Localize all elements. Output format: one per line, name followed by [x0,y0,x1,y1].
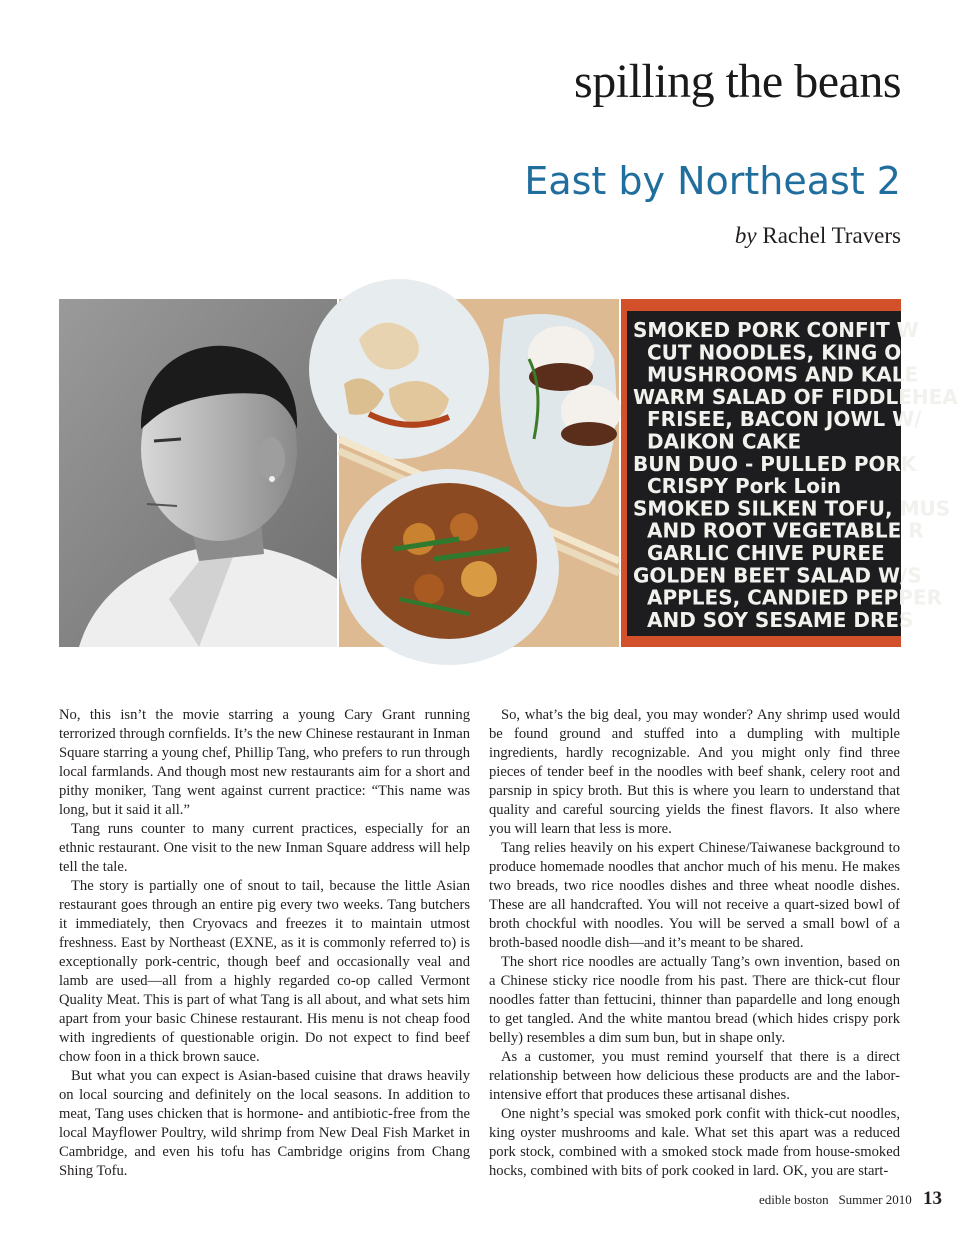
article-paragraph: The story is partially one of snout to tail, because the little Asian restaurant goes through an entire pig every two weeks. Tang butchers it immediately, then Cryovacs and freezes it to maintain utmost freshness. East by Northeast (EXNE, as it is commonly referred to) is exceptionally pork-centric, though beef and occasionally veal and lamb are used—all from a highly regarded co-op called Vermont Quality Meat. This is part of what Tang is all about, and what sets him apart from your basic Chinese restaurant. His menu is not cheap food with ingredients of questionable origin. Do not expect to find beef chow foon in a thick brown sauce. [59,878,470,1065]
headline: East by Northeast 2 [524,159,901,203]
byline-prefix: by [734,223,757,248]
article-paragraph: Tang relies heavily on his expert Chinese/Taiwanese background to produce homemade noodles that anchor much of his menu. He makes two breads, two rice noodles dishes and three wheat noodle dishes. These are all handcrafted. You will not receive a quart-sized bowl of broth chockful with noodles. You will be served a small bowl of a broth-based noodle dish—and it’s meant to be shared. [489,840,900,951]
article-paragraph: So, what’s the big deal, you may wonder? Any shrimp used would be found ground and stuffed into a dumpling with multiple ingredients, hardly recognizable. And you might only find three pieces of tender beef in the noodles with beef shank, celery root and parsnip in spicy broth. But this is where you learn to understand that quality and careful sourcing yields the finest flavors. It also where you will learn that less is more. [489,707,900,837]
article-paragraph: Tang runs counter to many current practices, especially for an ethnic restaurant. One visit to the new Inman Square address will help tell the tale. [59,821,470,875]
byline-author: Rachel Travers [762,223,901,248]
chalkboard-line: DAIKON CAKE [647,429,802,454]
article-paragraph: As a customer, you must remind yourself that there is a direct relationship between how delicious these products are and the labor-intensive effort that produces these artisanal dishes. [489,1049,900,1103]
page-number: 13 [923,1188,942,1209]
chalkboard-line: AND ROOT VEGETABLE R [647,518,924,543]
chalkboard-menu-photo [621,299,958,647]
chalkboard-line: SMOKED PORK CONFIT W [633,318,919,342]
issue-date: Summer 2010 [838,1192,912,1207]
article-paragraph: One night’s special was smoked pork confit with thick-cut noodles, king oyster mushrooms and kale. What set this apart was a reduced pork stock, combined with a smoked stock made from house-smoked hocks, combined with bits of pork cooked in lard. OK, you are start- [489,1106,900,1179]
chalkboard-line: MUSHROOMS AND KALE [647,362,919,387]
chalkboard-line: SMOKED SILKEN TOFU, MUS [633,496,951,521]
article-column-left [59,706,470,1181]
chalkboard-line: APPLES, CANDIED PEPPER [647,585,943,610]
food-photo [339,299,619,647]
article-paragraph: But what you can expect is Asian-based cuisine that draws heavily on local sourcing and definitely on the local seasons. In addition to meat, Tang uses chicken that is hormone- and antibiotic-free from the local Mayflower Poultry, wild shrimp from New Deal Fish Market in Cambridge, and even his tofu has Cambridge origins from Chang Shing Tofu. [59,1068,470,1179]
byline [735,224,901,247]
section-title: spilling the beans [574,55,901,108]
chalkboard-line: CRISPY Pork Loin [647,474,842,499]
chalkboard-line: GARLIC CHIVE PUREE [647,541,885,565]
chalkboard-line: CUT NOODLES, KING O [647,340,902,365]
chalkboard-line: BUN DUO - PULLED PORK [633,451,917,476]
article-paragraph: The short rice noodles are actually Tang’s own invention, based on a Chinese sticky rice noodle from his past. There are thick-cut flour noodles fatter than fettucini, thinner than papardelle and long enough to get tangled. And the white mantou bread (which hides crispy pork belly) resembles a dim sum bun, but in shape only. [489,954,900,1046]
page-footer [759,1188,942,1210]
chef-portrait-photo [59,299,337,647]
article-column-right [489,706,900,1181]
publication-name: edible boston [759,1192,829,1207]
chalkboard-line: GOLDEN BEET SALAD W/S [633,563,922,588]
photo-strip [59,299,958,647]
chalkboard-line: WARM SALAD OF FIDDLEHEA [633,384,958,409]
article-paragraph: No, this isn’t the movie starring a young Cary Grant running terrorized through cornfields. It’s the new Chinese restaurant in Inman Square starring a young chef, Phillip Tang, who prefers to run through local farmlands. And though most new restaurants aim for a short and pithy moniker, Tang went against current practice: “This name was long, but it said it all.” [59,707,470,818]
chalkboard-line: AND SOY SESAME DRES [647,607,914,632]
chalkboard-line: FRISEE, BACON JOWL W/ [647,407,922,432]
